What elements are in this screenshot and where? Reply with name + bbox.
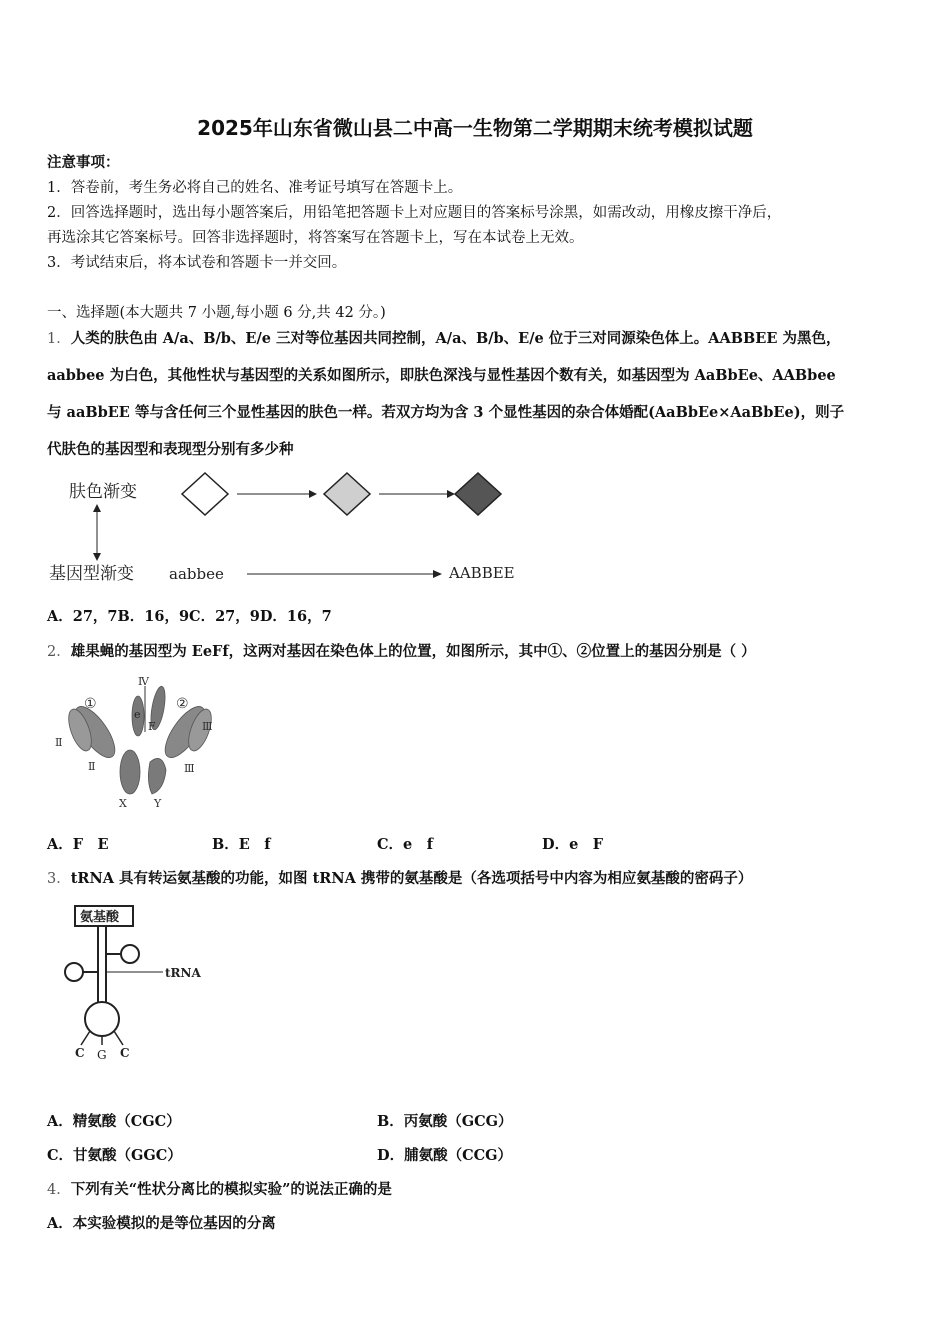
question-number: 3．: [47, 871, 71, 887]
chromosome-figure: [50, 672, 230, 817]
amino-acid-label: 氨基酸: [80, 910, 120, 925]
question-4-text: 4．下列有关“性状分离比的模拟实验”的说法正确的是: [47, 1181, 392, 1198]
question-1-line4: 代肤色的基因型和表现型分别有多少种: [47, 441, 294, 458]
section-heading: 一、选择题(本大题共 7 小题,每小题 6 分,共 42 分。): [47, 305, 386, 321]
option-a: A．精氨酸（CGC）: [47, 1113, 181, 1130]
diamond-gray: [324, 473, 370, 515]
marker-1: ①: [84, 696, 97, 712]
roman-2-bottom: Ⅱ: [88, 760, 96, 773]
anticodon-2: G: [97, 1048, 107, 1062]
question-number: 4．: [47, 1182, 71, 1198]
question-number: 1．: [47, 331, 71, 347]
label-Y: Y: [154, 797, 162, 810]
roman-3-right: Ⅲ: [202, 720, 213, 733]
notice-item: 3．考试结束后，将本试卷和答题卡一并交回。: [47, 255, 347, 271]
notice-item: 1．答卷前，考生务必将自己的姓名、准考证号填写在答题卡上。: [47, 180, 463, 196]
option-b: B．丙氨酸（GCG）: [377, 1113, 513, 1130]
genotype-start: aabbee: [169, 565, 224, 583]
option-d: D．脯氨酸（CCG）: [377, 1147, 513, 1164]
marker-2: ②: [176, 696, 189, 712]
figure-label-genotype: 基因型渐变: [49, 564, 134, 584]
diamond-white: [182, 473, 228, 515]
question-number: 2．: [47, 644, 71, 660]
option-d: D．e F: [542, 836, 604, 853]
genotype-end: AABBEE: [449, 564, 515, 582]
option-a: A．本实验模拟的是等位基因的分离: [47, 1215, 276, 1232]
question-1-line3: 与 aaBbEE 等与含任何三个显性基因的肤色一样。若双方均为含 3 个显性基因的杂合体婚配(AaBbEe×AaBbEe)，则子: [47, 404, 845, 421]
label-e: e: [134, 708, 141, 721]
option-c: C．甘氨酸（GGC）: [47, 1147, 182, 1164]
skin-color-figure: [47, 470, 547, 595]
label-X: X: [119, 797, 127, 810]
option-a: A．F E: [47, 836, 109, 853]
question-1-line2: aabbee 为白色，其他性状与基因型的关系如图所示，即肤色深浅与显性基因个数有关，如基因型为 AaBbEe、AABbee: [47, 367, 836, 384]
roman-4: Ⅳ: [138, 675, 149, 688]
anticodon-3: C: [120, 1046, 130, 1060]
notice-item: 再选涂其它答案标号。回答非选择题时，将答案写在答题卡上，写在本试卷上无效。: [47, 230, 584, 246]
question-1-line1: 1．人类的肤色由 A/a、B/b、E/e 三对等位基因共同控制，A/a、B/b、E/e 位于三对同源染色体上。AABBEE 为黑色，: [47, 330, 841, 347]
label-F: F: [148, 720, 156, 733]
notice-item: 2．回答选择题时，选出每小题答案后，用铅笔把答题卡上对应题目的答案标号涂黑，如需改动，用橡皮擦干净后，: [47, 205, 782, 221]
option-c: C．e f: [377, 836, 434, 853]
roman-3-bottom: Ⅲ: [184, 762, 195, 775]
page-title: 2025年山东省微山县二中高一生物第二学期期末统考模拟试题: [197, 116, 753, 140]
diamond-dark: [455, 473, 501, 515]
trna-figure: [55, 902, 225, 1067]
figure-label-skin: 肤色渐变: [69, 482, 137, 502]
question-3-text: 3．tRNA 具有转运氨基酸的功能，如图 tRNA 携带的氨基酸是（各选项括号中内容为相应氨基酸的密码子）: [47, 870, 753, 887]
roman-2-left: Ⅱ: [55, 736, 63, 749]
question-1-options: A．27，7B．16，9C．27，9D．16，7: [47, 608, 332, 625]
question-2-text: 2．雄果蝇的基因型为 EeFf，这两对基因在染色体上的位置，如图所示，其中①、②位置上的基因分别是（ ）: [47, 643, 756, 660]
notice-heading: 注意事项：: [47, 154, 120, 171]
option-b: B．E f: [212, 836, 271, 853]
trna-label: tRNA: [165, 966, 201, 980]
anticodon-1: C: [75, 1046, 85, 1060]
